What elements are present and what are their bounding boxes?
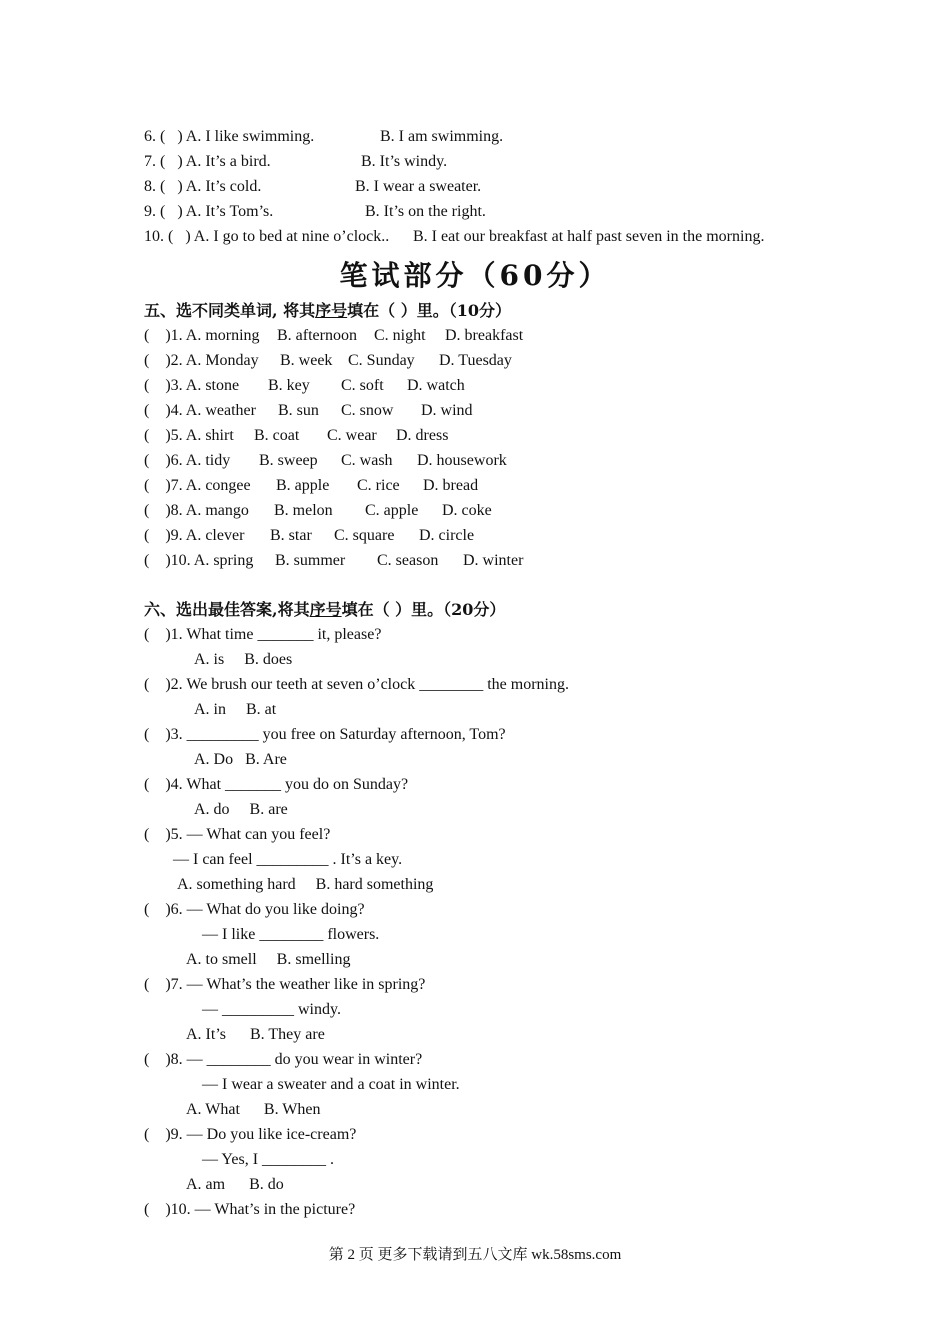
s5-q3-option-d: D. watch (407, 377, 465, 394)
s6-q7-reply: — _________ windy. (202, 1001, 341, 1018)
s5-q8-option-b: B. melon (274, 502, 333, 519)
s5-q7-option-a: ( )7. A. congee (144, 477, 251, 494)
s6-q2: ( )2. We brush our teeth at seven o’clock ________ the morning. (144, 676, 569, 693)
listening-q9-b: B. It’s on the right. (365, 203, 486, 220)
listening-q8-a: 8. ( ) A. It’s cold. (144, 178, 262, 195)
s5-q5-option-c: C. wear (327, 427, 377, 444)
s5-q4-option-a: ( )4. A. weather (144, 402, 256, 419)
s6-q8-options: A. What B. When (186, 1101, 321, 1118)
s5-q8-option-d: D. coke (442, 502, 492, 519)
s6-q3: ( )3. _________ you free on Saturday afternoon, Tom? (144, 726, 506, 743)
s5-q5-option-a: ( )5. A. shirt (144, 427, 234, 444)
written-section-title: 笔试部分（60分） (339, 259, 611, 292)
s5-q10-option-a: ( )10. A. spring (144, 552, 254, 569)
s5-q3-option-c: C. soft (341, 377, 384, 394)
s6-q9-options: A. am B. do (186, 1176, 284, 1193)
s5-q6-option-c: C. wash (341, 452, 393, 469)
s5-q3-option-b: B. key (268, 377, 310, 394)
listening-q7-a: 7. ( ) A. It’s a bird. (144, 153, 271, 170)
s5-q9-option-a: ( )9. A. clever (144, 527, 245, 544)
s5-q2-option-b: B. week (280, 352, 333, 369)
s6-q4-options: A. do B. are (194, 801, 288, 818)
page-footer: 第 2 页 更多下载请到五八文库 wk.58sms.com (328, 1247, 622, 1263)
s5-q1-option-a: ( )1. A. morning (144, 327, 260, 344)
s5-q4-option-c: C. snow (341, 402, 394, 419)
s5-q7-option-d: D. bread (423, 477, 479, 494)
s5-q3-option-a: ( )3. A. stone (144, 377, 240, 394)
s6-q1: ( )1. What time _______ it, please? (144, 626, 382, 643)
s5-q7-option-c: C. rice (357, 477, 400, 494)
s5-q6-option-b: B. sweep (259, 452, 318, 469)
s5-q1-option-c: C. night (374, 327, 426, 344)
s6-q4: ( )4. What _______ you do on Sunday? (144, 776, 409, 793)
listening-q6-a: 6. ( ) A. I like swimming. (144, 128, 315, 145)
s5-q5-option-d: D. dress (396, 427, 449, 444)
s5-q8-option-a: ( )8. A. mango (144, 502, 249, 519)
s5-q10-option-d: D. winter (463, 552, 524, 569)
listening-q6-b: B. I am swimming. (380, 128, 504, 145)
s5-q9-option-c: C. square (334, 527, 395, 544)
s5-q5-option-b: B. coat (254, 427, 300, 444)
s5-q9-option-d: D. circle (419, 527, 475, 544)
section5-title: 五、选不同类单词, 将其序号填在（ ）里。（10分） (144, 301, 512, 320)
listening-q10-b: B. I eat our breakfast at half past seven in the morning. (413, 228, 765, 245)
s5-q2-option-d: D. Tuesday (439, 352, 512, 369)
s6-q10: ( )10. — What’s in the picture? (144, 1201, 356, 1218)
s6-q1-options: A. is B. does (194, 651, 293, 668)
s5-q4-option-b: B. sun (278, 402, 319, 419)
s5-q6-option-a: ( )6. A. tidy (144, 452, 231, 469)
s6-q3-options: A. Do B. Are (194, 751, 287, 768)
s5-q4-option-d: D. wind (421, 402, 473, 419)
s6-q7: ( )7. — What’s the weather like in spring? (144, 976, 426, 993)
s6-q7-options: A. It’s B. They are (186, 1026, 325, 1043)
s5-q8-option-c: C. apple (365, 502, 419, 519)
s6-q6-reply: — I like ________ flowers. (202, 926, 380, 943)
s6-q9-reply: — Yes, I ________ . (202, 1151, 335, 1168)
s6-q6-options: A. to smell B. smelling (186, 951, 351, 968)
s5-q10-option-c: C. season (377, 552, 439, 569)
s6-q2-options: A. in B. at (194, 701, 277, 718)
s6-q5-options: A. something hard B. hard something (177, 876, 434, 893)
listening-q9-a: 9. ( ) A. It’s Tom’s. (144, 203, 274, 220)
s5-q9-option-b: B. star (270, 527, 312, 544)
s5-q1-option-d: D. breakfast (445, 327, 524, 344)
s5-q2-option-c: C. Sunday (348, 352, 415, 369)
listening-q8-b: B. I wear a sweater. (355, 178, 482, 195)
s6-q5-reply: — I can feel _________ . It’s a key. (173, 851, 403, 868)
s5-q2-option-a: ( )2. A. Monday (144, 352, 259, 369)
s5-q7-option-b: B. apple (276, 477, 330, 494)
s5-q10-option-b: B. summer (275, 552, 346, 569)
s5-q6-option-d: D. housework (417, 452, 507, 469)
s6-q9: ( )9. — Do you like ice-cream? (144, 1126, 357, 1143)
s6-q6: ( )6. — What do you like doing? (144, 901, 365, 918)
s6-q8-reply: — I wear a sweater and a coat in winter. (202, 1076, 460, 1093)
section6-title: 六、选出最佳答案,将其序号填在（ ）里。（20分） (144, 600, 506, 619)
listening-q10-a: 10. ( ) A. I go to bed at nine o’clock.. (144, 228, 390, 245)
listening-q7-b: B. It’s windy. (361, 153, 448, 170)
s6-q5: ( )5. — What can you feel? (144, 826, 331, 843)
s5-q1-option-b: B. afternoon (277, 327, 357, 344)
s6-q8: ( )8. — ________ do you wear in winter? (144, 1051, 423, 1068)
